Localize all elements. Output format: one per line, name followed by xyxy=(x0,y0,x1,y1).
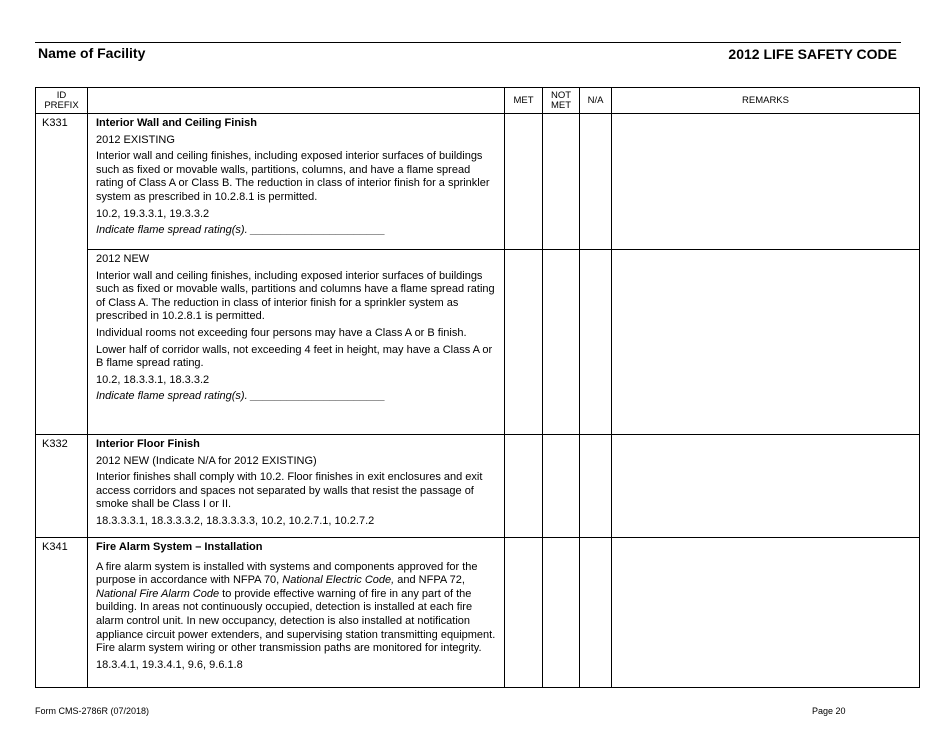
na-cell[interactable] xyxy=(580,538,612,688)
na-cell[interactable] xyxy=(580,114,612,250)
requirement-text-part: and NFPA 72, xyxy=(394,574,465,587)
indicate-rating-field[interactable]: Indicate flame spread rating(s). ______________________ xyxy=(96,390,386,403)
id-prefix-cell: K331 xyxy=(36,114,88,435)
not-met-cell[interactable] xyxy=(543,250,580,435)
requirement-text: Interior finishes shall comply with 10.2. Floor finishes in exit enclosures and exit access corridors and spaces not separated by walls that resist the passage of smoke shall be Class I or II. xyxy=(96,471,483,511)
requirement-text-part: to provide effective warning of fire in any part of the building. In areas not continuously occupied, detection is installed at each fire alarm control unit. In new occupancy, detection is also installed at notification appliance circuit power extenders, and supervising station transmitting equipment. Fire alarm system wiring or other transmission paths are monitored for integrity. xyxy=(96,587,496,655)
column-header-na: N/A xyxy=(580,88,612,114)
remarks-cell[interactable] xyxy=(612,538,920,688)
code-references: 18.3.4.1, 19.3.4.1, 9.6, 9.6.1.8 xyxy=(96,658,243,671)
id-prefix-cell: K341 xyxy=(36,538,88,688)
remarks-cell[interactable] xyxy=(612,114,920,250)
edition-label: 2012 NEW xyxy=(96,253,150,265)
table-row xyxy=(36,250,920,435)
table-row xyxy=(36,114,920,250)
table-row xyxy=(36,538,920,688)
form-id: Form CMS-2786R (07/2018) xyxy=(35,706,150,716)
page-number: Page 20 xyxy=(812,706,846,716)
column-header-met: MET xyxy=(505,88,543,114)
remarks-cell[interactable] xyxy=(612,250,920,435)
inspection-table xyxy=(35,87,920,688)
description-cell xyxy=(88,435,505,538)
met-cell[interactable] xyxy=(505,114,543,250)
description-cell xyxy=(88,250,505,435)
facility-name-label: Name of Facility xyxy=(38,45,146,61)
not-met-cell[interactable] xyxy=(543,538,580,688)
requirement-text: Interior wall and ceiling finishes, including exposed interior surfaces of buildings such as fixed or movable walls, partitions, columns, and have a flame spread rating of Class A or Class B. The reduction in class of interior finish for a sprinkler system as prescribed in 10.2.8.1 is permitted. xyxy=(96,150,490,203)
met-cell[interactable] xyxy=(505,250,543,435)
met-cell[interactable] xyxy=(505,435,543,538)
column-header-not-met: NOT MET xyxy=(543,88,580,114)
remarks-cell[interactable] xyxy=(612,435,920,538)
code-references: 18.3.3.3.1, 18.3.3.3.2, 18.3.3.3.3, 10.2, 10.2.7.1, 10.2.7.2 xyxy=(96,514,375,527)
code-references: 10.2, 18.3.3.1, 18.3.3.2 xyxy=(96,373,210,386)
id-prefix-cell: K332 xyxy=(36,435,88,538)
not-met-cell[interactable] xyxy=(543,114,580,250)
nfpa70-title: National Electric Code, xyxy=(282,574,395,587)
requirement-text: Lower half of corridor walls, not exceeding 4 feet in height, may have a Class A or B flame spread rating. xyxy=(96,343,493,370)
table-header-row xyxy=(36,88,920,114)
requirement-text: Interior wall and ceiling finishes, including exposed interior surfaces of buildings such as fixed or movable walls, partitions and columns have a flame spread rating of Class A. The reduction in class of interior finish for a sprinkler system as prescribed in 10.2.8.1 is permitted. xyxy=(96,269,495,323)
requirement-text xyxy=(96,561,498,656)
indicate-rating-field[interactable]: Indicate flame spread rating(s). ______________________ xyxy=(96,224,386,237)
not-met-cell[interactable] xyxy=(543,435,580,538)
edition-label: 2012 NEW (Indicate N/A for 2012 EXISTING) xyxy=(96,454,317,467)
description-cell xyxy=(88,114,505,250)
requirement-text: Individual rooms not exceeding four persons may have a Class A or B finish. xyxy=(96,326,467,339)
description-cell xyxy=(88,538,505,688)
requirement-heading: Fire Alarm System – Installation xyxy=(96,541,263,553)
na-cell[interactable] xyxy=(580,250,612,435)
nfpa72-title: National Fire Alarm Code xyxy=(96,587,220,600)
header-rule xyxy=(35,42,901,43)
code-references: 10.2, 19.3.3.1, 19.3.3.2 xyxy=(96,207,210,220)
requirement-text-part: A fire alarm system is installed with systems and components approved for the purpose in accordance with NFPA 70, xyxy=(96,560,478,587)
requirement-heading: Interior Floor Finish xyxy=(96,438,200,450)
column-header-id-prefix: ID PREFIX xyxy=(36,88,88,114)
column-header-description xyxy=(88,88,505,114)
requirement-heading: Interior Wall and Ceiling Finish xyxy=(96,117,257,129)
met-cell[interactable] xyxy=(505,538,543,688)
code-title: 2012 LIFE SAFETY CODE xyxy=(728,46,897,62)
column-header-remarks: REMARKS xyxy=(612,88,920,114)
table-row xyxy=(36,435,920,538)
na-cell[interactable] xyxy=(580,435,612,538)
edition-label: 2012 EXISTING xyxy=(96,133,175,146)
